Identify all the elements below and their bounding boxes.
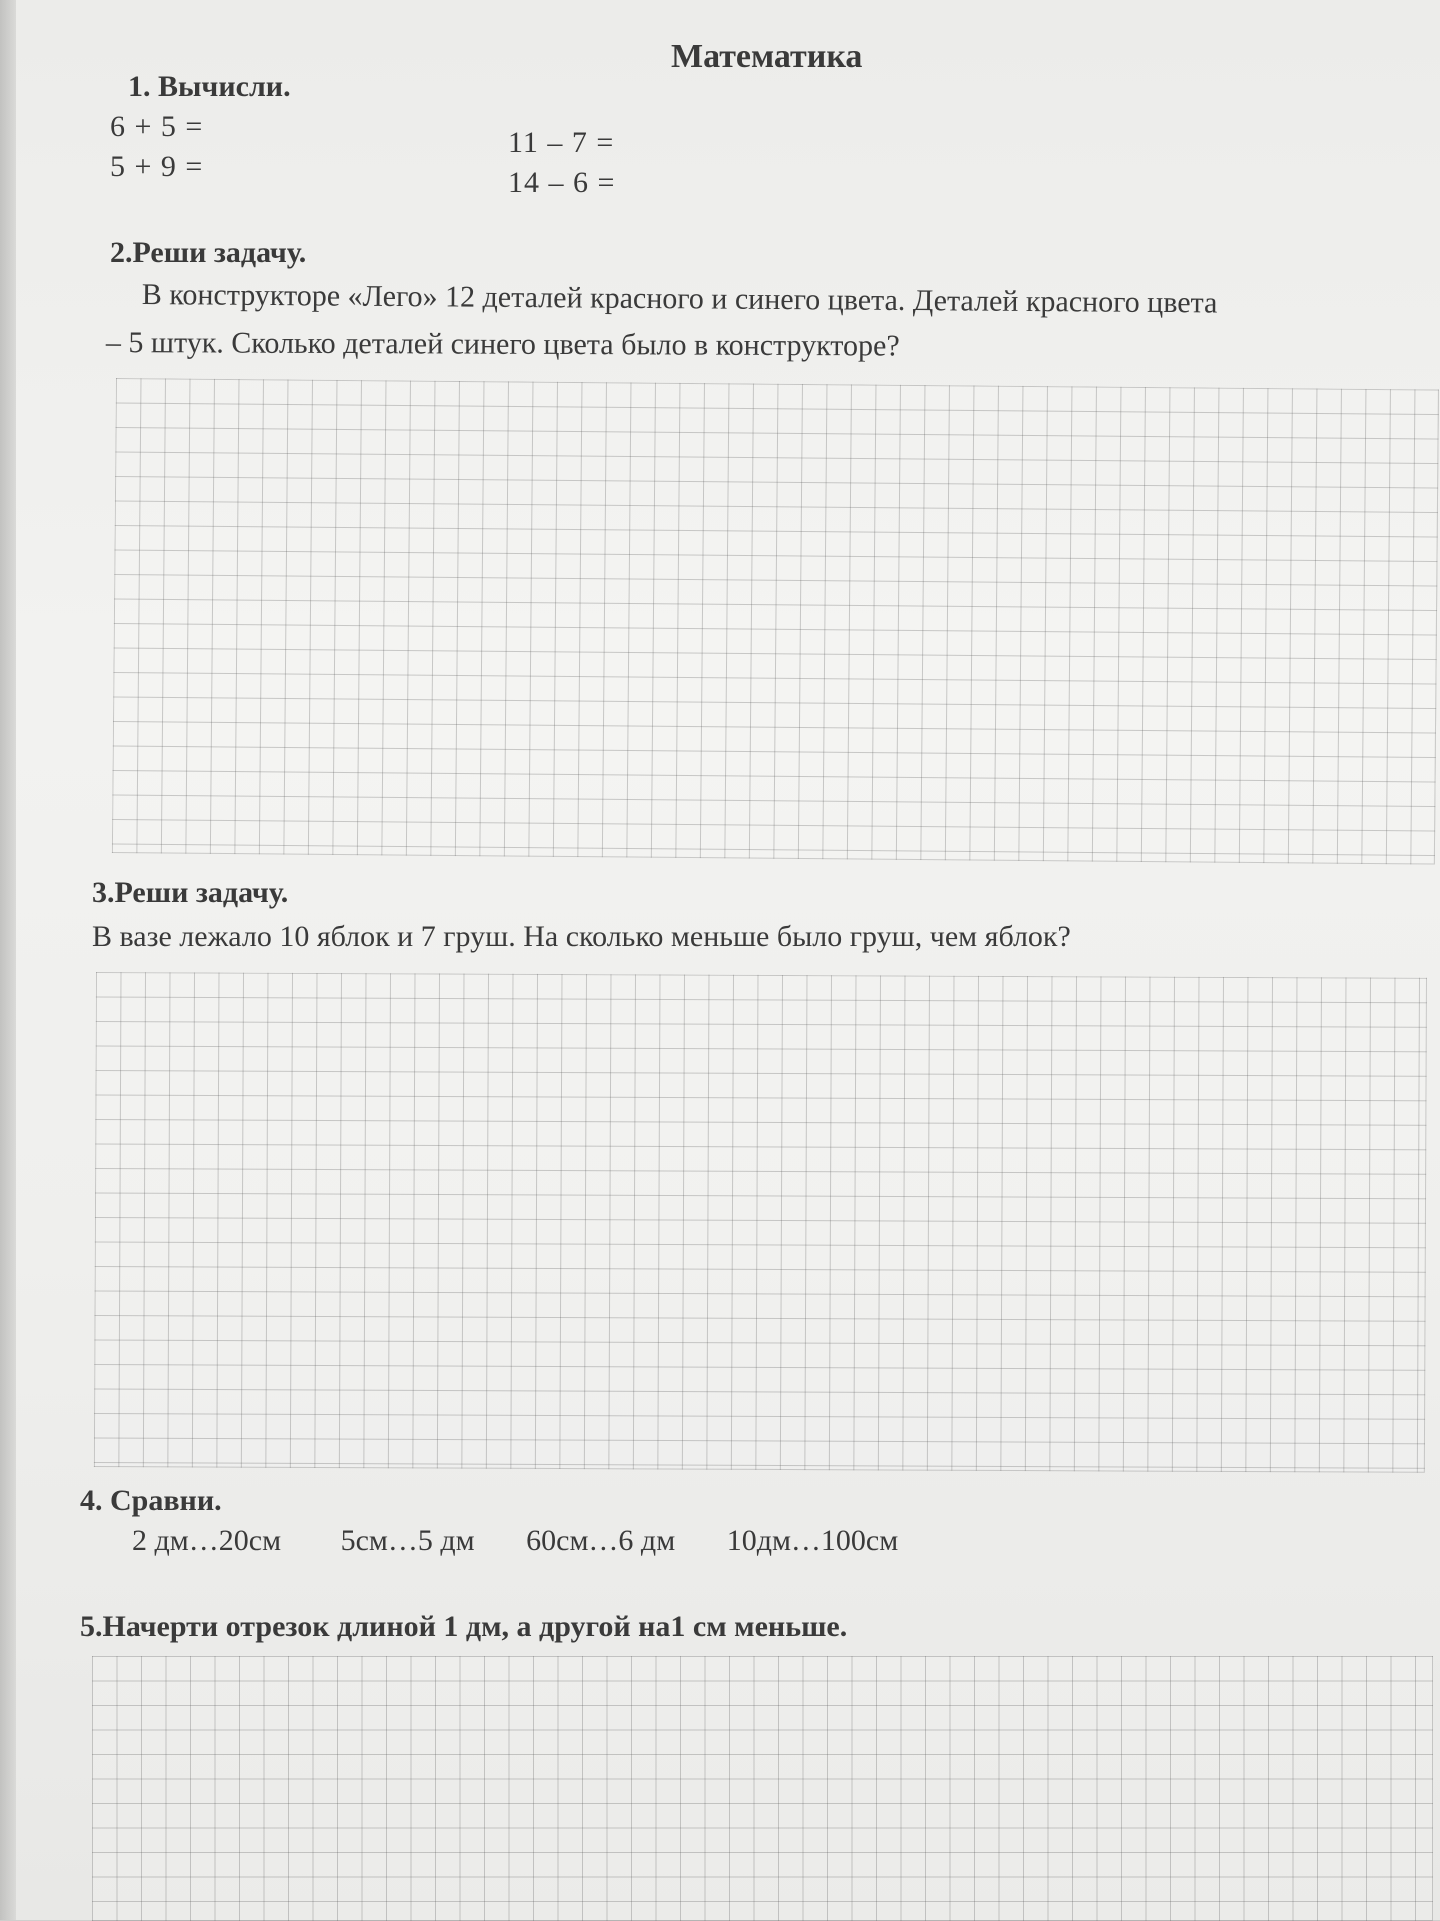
worksheet-page	[16, 0, 1440, 1920]
task3-text: В вазе лежало 10 яблок и 7 груш. На сколько меньше было груш, чем яблок?	[92, 920, 1071, 953]
task5-drawing-grid[interactable]	[92, 1656, 1433, 1921]
page-edge-shadow	[0, 0, 16, 1920]
task1-expression-3: 11 – 7 =	[508, 126, 615, 159]
page-title: Математика	[671, 38, 863, 75]
task4-heading: 4. Сравни.	[80, 1484, 222, 1517]
task2-answer-grid[interactable]	[112, 378, 1439, 865]
comparison-item: 2 дм…20см	[132, 1524, 282, 1557]
comparison-item: 5см…5 дм	[340, 1524, 475, 1557]
task3-answer-grid[interactable]	[94, 972, 1427, 1473]
task1-heading: 1. Вычисли.	[128, 70, 291, 103]
task3-heading: 3.Реши задачу.	[92, 876, 289, 909]
comparison-item: 10дм…100см	[726, 1524, 899, 1557]
task2-text-line2: – 5 штук. Сколько деталей синего цвета было в конструкторе?	[105, 326, 900, 363]
comparison-item: 60см…6 дм	[526, 1524, 676, 1557]
task5-heading: 5.Начерти отрезок длиной 1 дм, а другой на1 см меньше.	[80, 1610, 848, 1643]
task4-comparisons	[132, 1524, 898, 1558]
task1-expression-1: 6 + 5 =	[110, 110, 204, 143]
task2-text-line1: В конструкторе «Лего» 12 деталей красного и синего цвета. Деталей красного цвета	[141, 278, 1218, 320]
task1-expression-4: 14 – 6 =	[508, 166, 616, 199]
task2-heading: 2.Реши задачу.	[110, 236, 307, 269]
task1-expression-2: 5 + 9 =	[110, 150, 204, 183]
